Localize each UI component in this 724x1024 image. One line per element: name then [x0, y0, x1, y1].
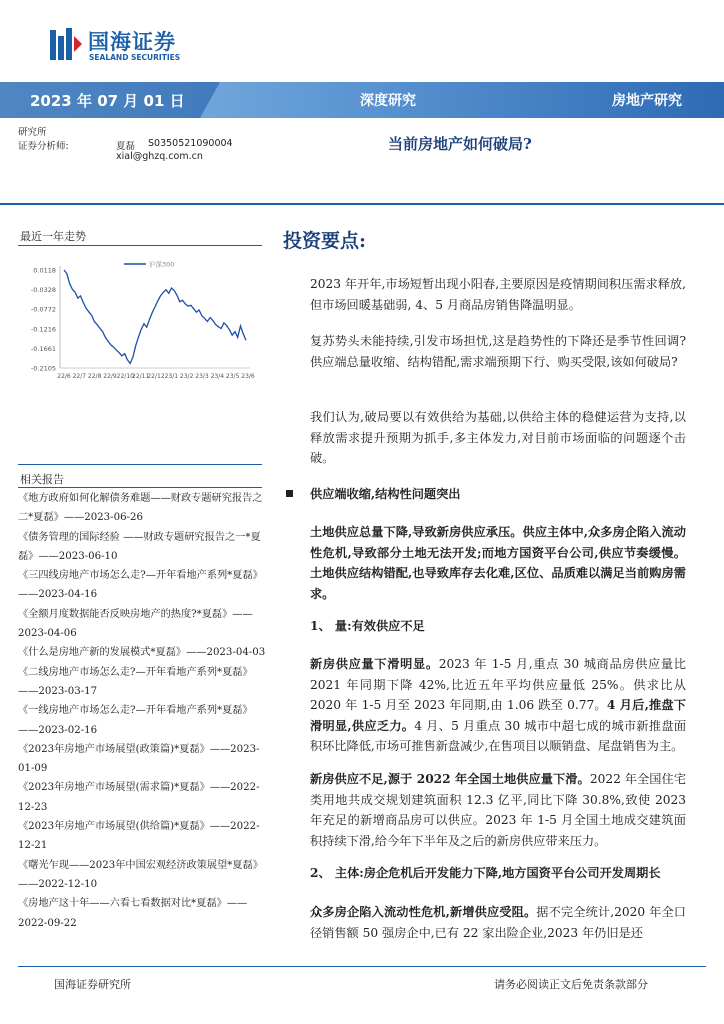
- company-logo: [48, 26, 228, 66]
- related-reports-list: [18, 489, 266, 933]
- trend-line-chart: [14, 252, 264, 387]
- footer-divider: [18, 966, 706, 967]
- logo-english-name: SEALAND SECURITIES: [89, 53, 181, 62]
- y-tick-label: 0.0118: [33, 266, 56, 275]
- sidebar-divider: [18, 245, 262, 246]
- x-tick-label: 22/8: [87, 373, 102, 380]
- sidebar-divider: [18, 487, 262, 488]
- logo-chinese-name: 国海证券: [88, 30, 176, 54]
- related-report-link[interactable]: 《三四线房地产市场怎么走?—开年看地产系列*夏磊》——2023-04-16: [18, 570, 263, 601]
- subheading-entity: 2、 主体:房企危机后开发能力下降,地方国资平台公司开发周期长: [310, 866, 661, 880]
- related-report-link[interactable]: 《二线房地产市场怎么走?—开年看地产系列*夏磊》——2023-03-17: [18, 666, 253, 697]
- body-text: 据不完全统计,2020 年全口径销售额 50 强房企中,已有 22 家出险企业,2023 年仍旧是还: [310, 905, 686, 940]
- paragraph-question: 复苏势头未能持续,引发市场担忧,这是趋势性的下降还是季节性回调?供应端总量收缩、结构错配,需求端预期下行、购买受限,该如何破局?: [310, 334, 686, 369]
- analyst-label: 证券分析师:: [18, 141, 69, 152]
- related-report-link[interactable]: 《全额月度数据能否反映房地产的热度?*夏磊》——2023-04-06: [18, 608, 253, 640]
- x-tick-label: 23/4: [210, 373, 225, 380]
- lead-bold: 新房供应不足,源于 2022 年全国土地供应量下滑。: [310, 772, 590, 786]
- x-tick-label: 22/10: [116, 373, 134, 380]
- page-title: 当前房地产如何破局?: [388, 135, 532, 153]
- y-tick-label: -0.1661: [30, 344, 56, 353]
- bullet-square-icon: [286, 490, 293, 497]
- related-report-link[interactable]: 《房地产这十年——六看七看数据对比*夏磊》——2022-09-22: [18, 898, 248, 929]
- y-tick-label: -0.0772: [30, 305, 56, 314]
- sealand-logo-icon: [48, 26, 84, 64]
- lead-bold: 新房供应量下滑明显。: [310, 657, 439, 671]
- section-title: 投资要点:: [283, 230, 367, 252]
- related-report-link[interactable]: 《一线房地产市场怎么走?—开年看地产系列*夏磊》——2023-02-16: [18, 705, 253, 736]
- related-report-link[interactable]: 《2023年房地产市场展望(供给篇)*夏磊》——2022-12-21: [18, 821, 260, 852]
- y-tick-label: -0.2105: [30, 364, 56, 373]
- paragraph-supply-summary: 土地供应总量下降,导致新房供应承压。供应主体中,众多房企陷入流动性危机,导致部分土地无法开发;而地方国资平台公司,供应节奏缓慢。土地供应结构错配,也导致库存去化难,区位、品质难以满足当前购房需求。: [310, 525, 686, 601]
- x-tick-label: 22/11: [132, 373, 150, 380]
- analyst-email: xial@ghzq.com.cn: [116, 151, 203, 162]
- paragraph-land-supply: [310, 769, 686, 851]
- legend-label: 沪深300: [149, 260, 175, 269]
- body-text: 2022 年全国住宅类用地共成交规划建筑面积 12.3 亿平,同比下降 30.8%,致使 2023 年充足的新增商品房可以供应。2023 年 1-5 月全国土地成交建筑面积持续下滑,给今年下半年及之后的新房供应带来压力。: [310, 772, 687, 848]
- related-report-link[interactable]: 《曙光乍现——2023年中国宏观经济政策展望*夏磊》——2022-12-10: [18, 859, 263, 890]
- x-tick-label: 23/5: [225, 373, 240, 380]
- inline-bold: 4 月后,推盘下滑明显,供应乏力。: [310, 698, 686, 733]
- body-text: 2023 年 1-5 月,重点 30 城商品房供应量比 2021 年同期下降 42%,比近五年平均供应量低 25%。供求比从 2020 年 1-5 月至 2023 年同期,由 1.06 跌至 0.77。: [310, 657, 686, 712]
- paragraph-view: 我们认为,破局要以有效供给为基础,以供给主体的稳健运营为支持,以释放需求提升预期为抓手,多主体发力,对目前市场面临的问题逐个击破。: [310, 410, 686, 465]
- footer-institute: 国海证券研究所: [54, 978, 131, 991]
- report-date: 2023 年 07 月 01 日: [30, 92, 185, 110]
- x-tick-label: 22/7: [72, 373, 87, 380]
- footer-disclaimer: 请务必阅读正文后免责条款部分: [494, 978, 648, 991]
- analyst-name: 夏磊: [116, 141, 136, 152]
- y-tick-label: -0.0328: [30, 286, 56, 295]
- x-tick-label: 22/6: [57, 373, 71, 380]
- paragraph-intro: 2023 年开年,市场短暂出现小阳春,主要原因是疫情期间积压需求释放,但市场回暖基础弱, 4、5 月商品房销售降温明显。: [310, 277, 686, 312]
- x-tick-label: 23/2: [179, 373, 194, 380]
- related-report-link[interactable]: 《债务管理的国际经验 ——财政专题研究报告之一*夏磊》——2023-06-10: [18, 531, 261, 562]
- x-tick-label: 23/3: [195, 373, 209, 380]
- body-text: 4 月、5 月重点 30 城市中超七成的城市新推盘面积环比降低,市场可推售新盘减少,在售项目以顺销盘、尾盘销售为主。: [310, 718, 687, 753]
- x-tick-label: 23/1: [164, 373, 179, 380]
- sidebar-divider: [18, 464, 262, 465]
- lead-bold: 众多房企陷入流动性危机,新增供应受阻。: [310, 905, 537, 919]
- paragraph-new-supply: [310, 654, 686, 757]
- related-report-link[interactable]: 《什么是房地产新的发展模式*夏磊》——2023-04-03: [18, 647, 266, 659]
- institute-label: 研究所: [18, 127, 47, 138]
- related-report-link[interactable]: 《2023年房地产市场展望(需求篇)*夏磊》——2022-12-23: [18, 782, 260, 813]
- related-report-link[interactable]: 《地方政府如何化解债务难题——财政专题研究报告之二*夏磊》——2023-06-26: [18, 493, 263, 524]
- x-tick-label: 22/12: [147, 373, 165, 380]
- industry-label: 房地产研究: [612, 93, 682, 109]
- report-type: 深度研究: [360, 93, 416, 109]
- subheading-quantity: 1、 量:有效供应不足: [310, 619, 425, 633]
- paragraph-developers: [310, 902, 686, 944]
- series-line: [64, 270, 246, 363]
- x-tick-label: 22/9: [103, 373, 117, 380]
- y-tick-label: -0.1216: [30, 325, 56, 334]
- related-reports-title: 相关报告: [20, 473, 64, 486]
- header-divider: [0, 203, 724, 205]
- analyst-license: S0350521090004: [148, 138, 233, 149]
- x-tick-label: 23/6: [241, 373, 255, 380]
- related-report-link[interactable]: 《2023年房地产市场展望(政策篇)*夏磊》——2023-01-09: [18, 743, 260, 775]
- bullet-heading: 供应端收缩,结构性问题突出: [310, 487, 461, 501]
- trend-title: 最近一年走势: [20, 230, 86, 243]
